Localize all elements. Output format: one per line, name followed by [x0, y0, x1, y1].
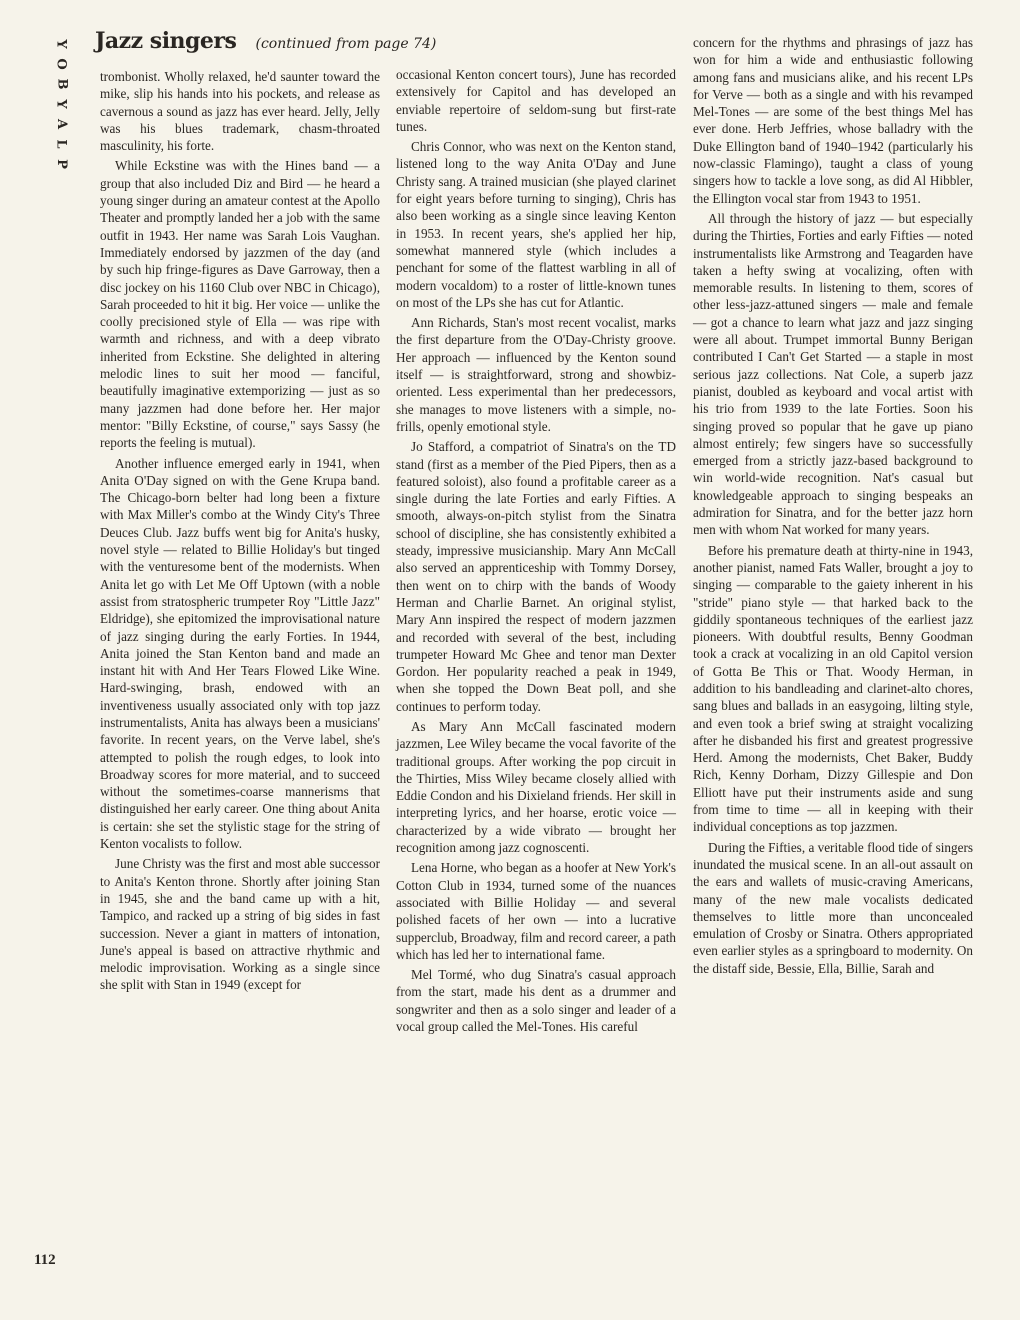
paragraph: Before his premature death at thirty-nine in 1943, another pianist, named Fats Waller, brought a joy to singing — comparable to the gaiety inherent in his "stride" piano style — that harked back to the giddily spontaneous techniques of the earliest jazz pioneers. With doubtful results, Benny Goodman took a crack at vocalizing in an old Capitol version of Gotta Be This or That. Woody Herman, in addition to his bandleading and clarinet-alto chores, sang blues and ballads in an easygoing, lilting style, and even took a brief swing at straight vocalizing after he disbanded his first and greatest progressive Herd. Among the modernists, Chet Baker, Buddy Rich, Kenny Dorham, Dizzy Gillespie and Don Elliott have put their instruments aside and sung from time to time — all in keeping with their individual conceptions as top jazzmen.: [693, 542, 973, 835]
spine-letter: P: [54, 159, 69, 169]
page-number: 112: [34, 1252, 56, 1268]
paragraph: Lena Horne, who began as a hoofer at New York's Cotton Club in 1934, turned some of the nuances associated with Billie Holiday — and several polished facets of her own — into a lucrative supperclub, Broadway, film and record career, a path which has led her to international fame.: [396, 860, 676, 962]
paragraph: trombonist. Wholly relaxed, he'd saunter toward the mike, slip his hands into his pockets, and release as cavernous a sound as jazz has ever heard. Jelly, Jelly was his blues trademark, chasm-throated masculinity, his forte.: [100, 69, 380, 154]
text-column-3: [693, 34, 973, 977]
spine-letter: O: [53, 58, 69, 70]
paragraph: occasional Kenton concert tours), June has recorded extensively for Capitol and has developed an enviable repertoire of seldom-sung but first-rate tunes.: [396, 67, 676, 134]
paragraph: All through the history of jazz — but especially during the Thirties, Forties and early Fifties — noted instrumentalists like Armstrong and Teagarden have taken a hefty swing at vocalizing, often with memorable results. In listening to them, scores of other less-jazz-attuned singers — male and female — got a chance to learn what jazz and jazz singing were all about. Trumpet immortal Bunny Berigan contributed I Can't Get Started — a staple in most serious jazz collections. Nat Cole, a superb jazz pianist, doubled as keyboard and vocal artist with his trio from 1939 to the late Forties. Soon his singing proved so popular that he gave up piano almost entirely; few singers have so successfully emerged from a strictly jazz-based background to win world-wide recognition. Nat's casual but knowledgeable approach to singing bespeaks an admiration for Sinatra, and for the better jazz horn men with whom Nat worked for many years.: [693, 210, 973, 538]
paragraph: Chris Connor, who was next on the Kenton stand, listened long to the way Anita O'Day and June Christy sang. A trained musician (she played clarinet for eight years before turning to singing), Chris has also been working as a single since leaving Kenton in 1953. In recent years, she's applied her hip, somewhat mannered style (which includes a penchant for some of the flattest warbling in all of modern vocaldom) to a roster of little-known tunes on most of the LPs she has cut for Atlantic.: [396, 139, 676, 310]
paragraph: concern for the rhythms and phrasings of jazz has won for him a wide and enthusiastic following among fans and musicians alike, and his recent LPs for Verve — both as a single and with his revamped Mel-Tones — are some of the best things Mel has ever done. Herb Jeffries, whose balladry with the Duke Ellington band of 1940–1942 (particularly his now-classic Flamingo), taught a class of young singers how to tackle a love song, as did Al Hibbler, the Ellington vocal star from 1943 to 1951.: [693, 35, 973, 206]
text-column-1: [100, 68, 380, 994]
spine-letter: Y: [54, 39, 69, 49]
paragraph: Jo Stafford, a compatriot of Sinatra's on the TD stand (first as a member of the Pied Pipers, then as a featured soloist), also found a profitable career as a single during the late Forties and early Fifties. A smooth, always-on-pitch stylist from the Sinatra school of discipline, she has consistently exhibited a steady, impressive musicianship. Mary Ann McCall also served an apprenticeship with Tommy Dorsey, then went on to chirp with the bands of Woody Herman and Charlie Barnet. An original stylist, Mary Ann inspired the respect of modern jazzmen and recorded with several of the best, including trumpeter Howard Mc Ghee and tenor man Dexter Gordon. Her popularity reached a peak in 1949, when she topped the Down Beat poll, and she continues to perform today.: [396, 439, 676, 714]
paragraph: Mel Tormé, who dug Sinatra's casual approach from the start, made his dent as a drummer and songwriter and then as a solo singer and leader of a vocal group called the Mel-Tones. His careful: [396, 967, 676, 1035]
article-heading: [95, 28, 436, 54]
article-title: Jazz singers: [95, 28, 237, 54]
spine-letter: Y: [54, 99, 69, 109]
paragraph: While Eckstine was with the Hines band — a group that also included Diz and Bird — he heard a young singer during an amateur contest at the Apollo Theater and promptly landed her a job with the same outfit in 1943. Her name was Sarah Lois Vaughan. Immediately endorsed by jazzmen of the day (and by such hip fringe-figures as Dave Garroway, then a disc jockey on his 1160 Club over NBC in Chicago), Sarah proceeded to hit it big. Her voice — unlike the coolly precisioned style of Ella — was ripe with warmth and richness, and with a deep vibrato inherited from Eckstine. She delighted in altering melodic lines to suit her mood — fanciful, beautifully imaginative extemporizing — just as so many jazzmen had done before her. Her major mentor: "Billy Eckstine, of course," says Sassy (he reports the feeling is mutual).: [100, 158, 380, 451]
spine-letter: B: [54, 78, 69, 90]
paragraph: June Christy was the first and most able successor to Anita's Kenton throne. Shortly after joining Stan in 1945, she and the band came up with a hit, Tampico, and racked up a string of big sides in fast succession. Never a giant in matters of intonation, June's appeal is based on attractive rhythmic and melodic improvisation. Working as a single since she split with Stan in 1949 (except for: [100, 856, 380, 993]
paragraph: Another influence emerged early in 1941, when Anita O'Day signed on with the Gene Krupa band. The Chicago-born belter had long been a fixture with Max Miller's combo at the Windy City's Three Deuces Club. Jazz buffs went big for Anita's husky, novel style — related to Billie Holiday's but tinged with the venturesome bent of the modernists. When Anita let go with Let Me Off Uptown (with a noble assist from stratospheric trumpeter Roy "Little Jazz" Eldridge), she epitomized the improvisational nature of jazz singing during the early Forties. In 1944, Anita joined the Stan Kenton band and made an instant hit with And Her Tears Flowed Like Wine. Hard-swinging, brash, endowed with an inventiveness usually associated only with top jazz instrumentalists, Anita has always been a musicians' favorite. In recent years, on the Verve label, she's attempted to polish the rough edges, to look into Broadway scores for more material, and to succeed without the sometimes-coarse mannerisms that distinguished her early career. One thing about Anita is certain: she set the stylistic stage for the string of Kenton vocalists to follow.: [100, 455, 380, 852]
paragraph: Ann Richards, Stan's most recent vocalist, marks the first departure from the O'Day-Christy groove. Her approach — influenced by the Kenton sound itself — is straightforward, strong and showbiz-oriented. Less experimental than her predecessors, she manages to move listeners with a simple, no-frills, openly emotional style.: [396, 315, 676, 434]
magazine-spine-logo: [50, 34, 72, 174]
text-column-2: [396, 66, 676, 1035]
paragraph: As Mary Ann McCall fascinated modern jazzmen, Lee Wiley became the vocal favorite of the traditional groups. After working the pop circuit in the Thirties, Miss Wiley became closely allied with Eddie Condon and his Dixieland friends. Her skill in interpreting lyrics, and her hoarse, erotic voice — characterized by a wide vibrato — brought her recognition among jazz cognoscenti.: [396, 718, 676, 856]
spine-letter: A: [54, 118, 69, 130]
paragraph: During the Fifties, a veritable flood tide of singers inundated the musical scene. In an all-out assault on the ears and wallets of music-craving Americans, many of the new male vocalists dedicated themselves to little more than unconcealed emulation of Crosby or Sinatra. Others appropriated even earlier styles as a springboard to modernity. On the distaff side, Bessie, Ella, Billie, Sarah and: [693, 839, 973, 976]
continued-note: (continued from page 74): [255, 36, 437, 52]
spine-letter: L: [53, 139, 69, 149]
